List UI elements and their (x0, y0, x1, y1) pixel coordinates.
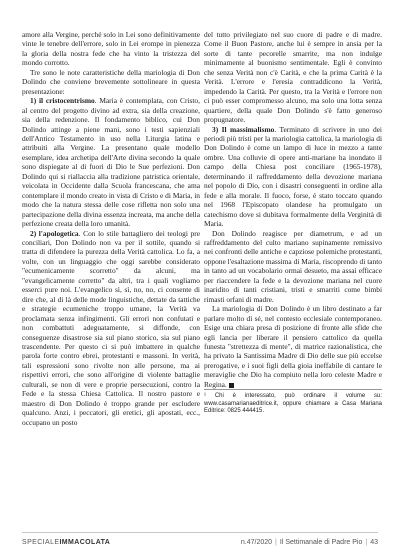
page-footer (22, 532, 378, 548)
paragraph: 1) il cristocentrismo. Maria è contemplata, con Cristo, al centro del progetto divino ad extra, sia della creazione, sia della redenzione. Il fondamento biblico, cui Don Dolindo attinge a piene mani, sono i testi sapienziali dell'Antico Testamento in uso nella Liturgia latina e attribuiti alla Vergine. La presentano quale modello esemplare, idea archetipa dell'Arte divina secondo la quale sono dispiegate al di fuori di Dio le Sue perfezioni. Don Dolindo qui si riallaccia alla tradizione patristica orientale, veicolata in Occidente dalla Scuola francescana, che ama contemplare il mondo creato in vista di Cristo e di Maria, in modo che la natura stessa delle cose rifletta non solo una partecipazione della divina essenza increata, ma anche della perfezione creata della loro umanità. (22, 96, 200, 229)
publication-info: n.47/2020 | Il Settimanale di Padre Pio | 43 (240, 538, 378, 546)
issue-number: n.47/2020 (240, 538, 273, 546)
paragraph: 3) Il massimalismo. Terminato di scrivere in uno dei periodi più tristi per la mariologia cattolica, la mariologia di Don Dolindo è come un lampo di luce in mezzo a tante ombre. Una colluvie di opere anti-mariane ha inondato il campo della Chiesa post conciliare (1965-1978), determinando il raffreddamento della devozione mariana nel popolo di Dio, con i disastri conseguenti in ordine alla fede e alla morale. Il fuoco, forse, è stato toccato quando nel 1968 l'Episcopato olandese ha promulgato un catechismo dove si dubitava formalmente della Verginità di Maria. (204, 124, 382, 229)
paragraph: La mariologia di Don Dolindo è un libro destinato a far parlare molto di sé, nel contesto ecclesiale contemporaneo. Esige una chiara presa di posizione di fronte alle sfide che egli lancia per liberare il pensiero cattolico da quella funesta "strettezza di mente", di matrice razionalistica, che ha privato la Santissima Madre di Dio delle sue più eccelse prerogative, e i suoi figli della gioia ineffabile di cantare le meraviglie che Dio ha compiuto nella loro celeste Madre e Regina. (204, 304, 382, 389)
paragraph: Don Dolindo reagisce per diametrum, e ad un raffreddamento del culto mariano supinamente remissivo nei confronti delle antiche e capziose polemiche protestanti, oppone l'esaltazione massima di Maria, riscoprendo di tanto in tanto ad un vocabolario ormai desueto, ma assai efficace per riaccendere la fede e la devozione mariana nel cuore inaridito di tanti cristiani, tristi e smarriti come bimbi rimasti orfani di madre. (204, 228, 382, 304)
paragraph: Tre sono le note caratteristiche della mariologia di Don Dolindo che conviene brevemente sottolineare in questa presentazione: (22, 67, 200, 96)
paragraph: amore alla Vergine, perché solo in Lei sono definitivamente vinte le tenebre dell'errore, solo in Lei erompe in pienezza la gloria della nostra fede che ha vinto la tristezza del mondo corrotto. (22, 30, 200, 68)
paragraph: 2) l'apologetica. Con lo stile battagliero dei teologi pre conciliari, Don Dolindo non va per il sottile, quando si tratta di difendere la purezza della Verità cattolica. Lo fa, a volte, con un linguaggio che oggi sarebbe considerato "ecumenicamente scorretto" da alcuni, ma "evangelicamente corretto" da altri, tra i quali vogliamo esserci pure noi. L'evangelico sì, sì, no, no, ci consente di dire che, al di là delle mode linguistiche, dettate da tattiche e strategie ecumeniche troppo umane, la Verità va proclamata senza infingimenti. Gli errori non confutati e non combattuti adeguatamente, si diffonde, con conseguenze disastrose sia sul piano storico, sia sul piano trascendente. Per questo ci si può imbattere in qualche parola forte contro ebrei, protestanti e massoni. In verità, tali espressioni sono rivolte non alle persone, ma ai rispettivi errori, che sono all'origine di violente battaglie culturali, se non di vere e proprie persecuzioni, contro la Fede e la stessa Chiesa Cattolica. Il nostro pastore e maestro di Don Dolindo è troppo grande per escludere qualcuno. Anzi, i peccatori, gli eretici, gli apostati, ecc., occupano un posto (22, 228, 201, 427)
magazine-title: Il Settimanale di Padre Pio (279, 538, 363, 546)
footnote: ¹ Chi è interessato, può ordinare il volume su: www.casamarianaeditrice.it, oppure chiamare a Casa Mariana Editrice: 0825 444415. (204, 389, 382, 416)
page-number: 43 (370, 538, 378, 546)
right-column (204, 30, 382, 416)
point-heading: 3) Il massimalismo (212, 124, 275, 134)
paragraph: del tutto privilegiato nel suo cuore di padre e di madre. Come il Buon Pastore, anche lui è sempre in ansia per la sorte di tante pecorelle smarrite, ma non indulge minimamente al buonismo sentimentale. Egli è convinto che senza Verità non c'è Carità, e che la prima Carità è la Verità. L'errore e l'eresia contraddicono la Verità, impedendo la Carità. Per questo, tra la Verità e l'errore non ci può esser compromesso alcuno, ma solo una lotta senza quartiere, della quale Don Dolindo s'è fatto generoso propugnatore. (204, 30, 382, 125)
point-heading: 2) l'apologetica (30, 228, 79, 238)
section-label: SPECIALEIMMACOLATA (22, 538, 111, 546)
end-of-article-mark (229, 383, 234, 388)
left-column (22, 30, 200, 427)
point-heading: 1) il cristocentrismo (30, 96, 95, 106)
